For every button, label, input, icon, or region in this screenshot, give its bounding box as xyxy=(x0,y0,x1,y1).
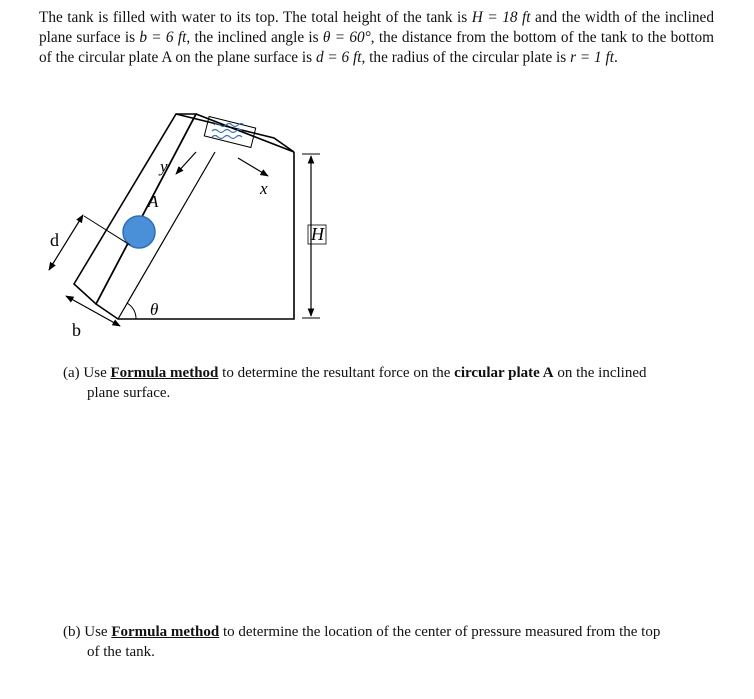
theta-label: θ xyxy=(150,300,159,319)
question-b-prefix: (b) Use xyxy=(63,624,112,640)
intro-text-4: , the distance from the bottom of the tank to the bottom of the circular plate A on the plane surface is xyxy=(39,29,714,66)
intro-text-5: , the radius of the circular plate is xyxy=(361,49,571,66)
intro-text-6: . xyxy=(614,49,618,66)
x-axis-arrow xyxy=(238,158,268,176)
y-axis-label: y xyxy=(160,157,168,176)
question-a-target: circular plate A xyxy=(454,365,554,381)
tank-inner-edge xyxy=(96,114,196,304)
question-b xyxy=(63,622,713,662)
radius-equation: r = 1 ft xyxy=(570,49,614,66)
b-label: b xyxy=(72,320,81,340)
question-a-prefix: (a) Use xyxy=(63,365,111,381)
tank-front-face xyxy=(74,114,196,304)
y-axis-arrow xyxy=(176,152,196,174)
question-b-line1-end: to determine the location of the center of pressure measured from the top xyxy=(219,624,661,640)
intro-text-3: , the inclined angle is xyxy=(186,29,323,46)
question-b-method: Formula method xyxy=(111,624,220,640)
intro-text-1: The tank is filled with water to its top. The total height of the tank is xyxy=(39,9,472,26)
question-a-method: Formula method xyxy=(110,365,219,381)
x-axis-label: x xyxy=(260,179,268,198)
angle-equation: θ = 60° xyxy=(322,29,371,46)
height-equation: H = 18 ft xyxy=(471,9,531,26)
width-equation: b = 6 ft xyxy=(139,29,187,46)
question-b-line2: of the tank. xyxy=(87,644,155,660)
d-label: d xyxy=(50,230,59,250)
intro-text-2: and the width of the inclined plane surface is xyxy=(39,9,714,46)
question-a-mid: to determine the resultant force on the xyxy=(218,365,455,381)
question-a-line1-end: on the inclined xyxy=(553,365,647,381)
question-a-line2: plane surface. xyxy=(87,385,171,401)
tank-diagram xyxy=(0,100,360,350)
question-a xyxy=(63,363,713,403)
problem-statement xyxy=(39,8,714,68)
h-label: H xyxy=(311,224,324,244)
theta-arc xyxy=(127,303,136,319)
plate-label: A xyxy=(148,192,159,211)
distance-equation: d = 6 ft xyxy=(315,49,362,66)
